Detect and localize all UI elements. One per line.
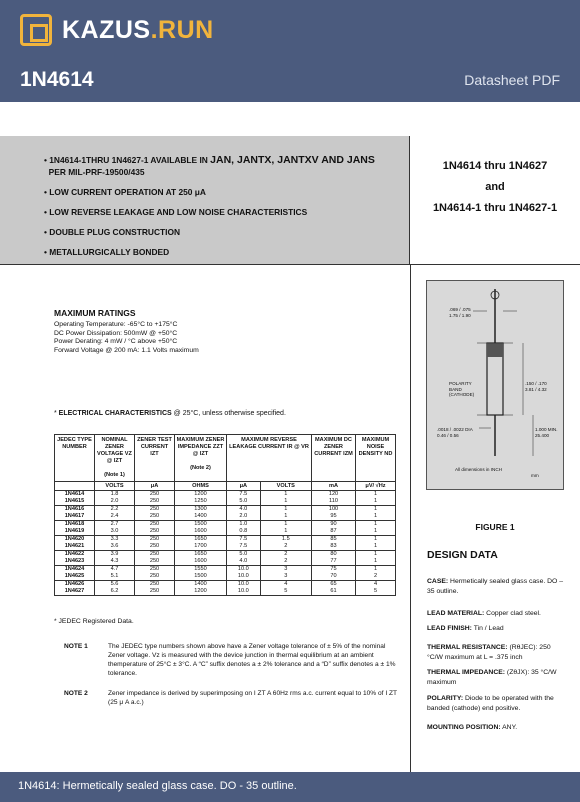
- maximum-ratings: [54, 308, 199, 355]
- table-row: 1N4620 3.3 250 1650 7.5 1.5 85 1: [55, 536, 396, 544]
- table-row: 1N4615 2.0 250 1250 5.0 1 110 1: [55, 498, 396, 506]
- jedec-footnote: * JEDEC Registered Data.: [54, 618, 134, 625]
- rating-line: Power Derating: 4 mW / °C above +50°C: [54, 338, 178, 345]
- logo-kazus: KAZUS: [62, 15, 151, 44]
- divider: [410, 264, 411, 772]
- dimension-label: .0018 / .0022 DIA 0.46 / 0.56: [437, 427, 473, 438]
- table-body: [55, 491, 396, 596]
- feature-item: • LOW CURRENT OPERATION AT 250 μA: [44, 187, 206, 197]
- note-text: Zener impedance is derived by superimposing on I ZT A 60Hz rms a.c. current equal to 10% of I ZT (25 μ A a.c.): [108, 690, 397, 706]
- table-row: 1N4614 1.8 250 1200 7.5 1 120 1: [55, 491, 396, 499]
- feature-item: • 1N4614-1THRU 1N4627-1 AVAILABLE IN JAN, JANTX, JANTXV AND JANS PER MIL-PRF-19500/435: [44, 154, 375, 177]
- part-range: [410, 136, 580, 264]
- feature-item: • LOW REVERSE LEAKAGE AND LOW NOISE CHARACTERISTICS: [44, 207, 308, 217]
- table-row: 1N4622 3.9 250 1650 5.0 2 80 1: [55, 551, 396, 559]
- site-header: [0, 0, 580, 102]
- dimension-label: .069 / .075 1.75 / 1.90: [449, 307, 471, 318]
- col-header: MAXIMUM REVERSE LEAKAGE CURRENT IR @ VR: [227, 435, 312, 482]
- note-1: [64, 642, 404, 684]
- table-row: 1N4617 2.4 250 1400 2.0 1 95 1: [55, 513, 396, 521]
- design-item: THERMAL RESISTANCE: (RθJEC): 250 °C/W maximum at L = .375 inch: [427, 644, 551, 661]
- table-row: 1N4627 6.2 250 1200 10.0 5 61 5: [55, 588, 396, 596]
- polarity-label: POLARITY BAND (CATHODE): [449, 381, 475, 397]
- col-header: MAXIMUM NOISE DENSITY ND: [356, 435, 396, 482]
- dimension-label: 1.000 MIN. 25.400: [535, 427, 558, 438]
- range-line: 1N4614 thru 1N4627: [442, 160, 548, 172]
- feature-item: • METALLURGICALLY BONDED: [44, 247, 170, 257]
- col-header: NOMINAL ZENER VOLTAGE VZ @ IZT (Note 1): [95, 435, 135, 482]
- electrical-characteristics-heading: * ELECTRICAL CHARACTERISTICS @ 25°C, unless otherwise specified.: [54, 410, 286, 417]
- dimension-label: .150 / .170 3.81 / 4.32: [525, 381, 547, 392]
- units-row: VOLTS μA OHMS μA VOLTS mA μV/ √Hz: [55, 482, 396, 491]
- ratings-title: MAXIMUM RATINGS: [54, 308, 136, 318]
- logo-run: .RUN: [150, 15, 214, 44]
- design-item: LEAD MATERIAL: Copper clad steel.: [427, 610, 541, 617]
- design-data-title: DESIGN DATA: [427, 549, 498, 561]
- table-row: 1N4624 4.7 250 1550 10.0 3 75 1: [55, 566, 396, 574]
- rating-line: DC Power Dissipation: 500mW @ +50°C: [54, 329, 178, 337]
- footer-text: 1N4614: Hermetically sealed glass case. DO - 35 outline.: [18, 780, 297, 792]
- design-item: LEAD FINISH: Tin / Lead: [427, 625, 504, 632]
- table-row: 1N4623 4.3 250 1600 4.0 2 77 1: [55, 558, 396, 566]
- design-item: MOUNTING POSITION: ANY.: [427, 724, 518, 731]
- rating-line: Operating Temperature: -65°C to +175°C: [54, 321, 178, 328]
- figure-caption: FIGURE 1: [475, 522, 515, 532]
- col-header: MAXIMUM DC ZENER CURRENT IZM: [312, 435, 356, 482]
- note-label: NOTE 1: [64, 643, 88, 650]
- note-2: [64, 689, 404, 713]
- do35-outline-drawing: [426, 280, 564, 490]
- range-line: 1N4614-1 thru 1N4627-1: [432, 202, 558, 214]
- col-header: MAXIMUM ZENER IMPEDANCE ZZT @ IZT (Note 2): [175, 435, 227, 482]
- design-item: POLARITY: Diode to be operated with the banded (cathode) end positive.: [427, 695, 554, 712]
- table-row: 1N4626 5.6 250 1400 10.0 4 65 4: [55, 581, 396, 589]
- units-legend: All dimensions in INCH mm: [455, 467, 539, 478]
- features-box: [0, 136, 410, 264]
- datasheet-pdf-label: Datasheet PDF: [464, 72, 560, 88]
- table-row: 1N4616 2.2 250 1300 4.0 1 100 1: [55, 506, 396, 514]
- table-row: 1N4621 3.6 250 1700 7.5 2 83 1: [55, 543, 396, 551]
- note-label: NOTE 2: [64, 690, 88, 697]
- range-line: and: [485, 181, 505, 193]
- col-header: ZENER TEST CURRENT IZT: [135, 435, 175, 482]
- footer-bar: [0, 772, 580, 802]
- logo-text: [62, 16, 214, 45]
- table-row: 1N4625 5.1 250 1500 10.0 3 70 2: [55, 573, 396, 581]
- site-logo[interactable]: [20, 14, 214, 46]
- electrical-table: [54, 434, 396, 596]
- part-number-title: 1N4614: [20, 68, 94, 91]
- feature-item: • DOUBLE PLUG CONSTRUCTION: [44, 227, 181, 237]
- design-item: THERMAL IMPEDANCE: (ZθJX): 35 °C/W maximum: [427, 669, 557, 686]
- chip-logo-icon: [20, 14, 52, 46]
- table-row: 1N4618 2.7 250 1500 1.0 1 90 1: [55, 521, 396, 529]
- table-row: 1N4619 3.0 250 1600 0.8 1 87 1: [55, 528, 396, 536]
- design-item: CASE: Hermetically sealed glass case. DO – 35 outline.: [427, 578, 563, 595]
- datasheet-page: [0, 136, 580, 772]
- col-header: JEDEC TYPE NUMBER: [55, 435, 95, 482]
- divider: [0, 264, 580, 265]
- feature-list: [44, 154, 410, 266]
- rating-line: Forward Voltage @ 200 mA: 1.1 Volts maximum: [54, 346, 199, 354]
- note-text: The JEDEC type numbers shown above have a Zener voltage tolerance of ± 5% of the nominal Zener voltage. Vz is measured with the device junction in thermal equilibrium at an ambient themperature of 25°C ± 3°C. A “C” suffix denotes a ± 2% tolerance and a “D” suffix denotes a ± 1% tolerance.: [108, 643, 396, 677]
